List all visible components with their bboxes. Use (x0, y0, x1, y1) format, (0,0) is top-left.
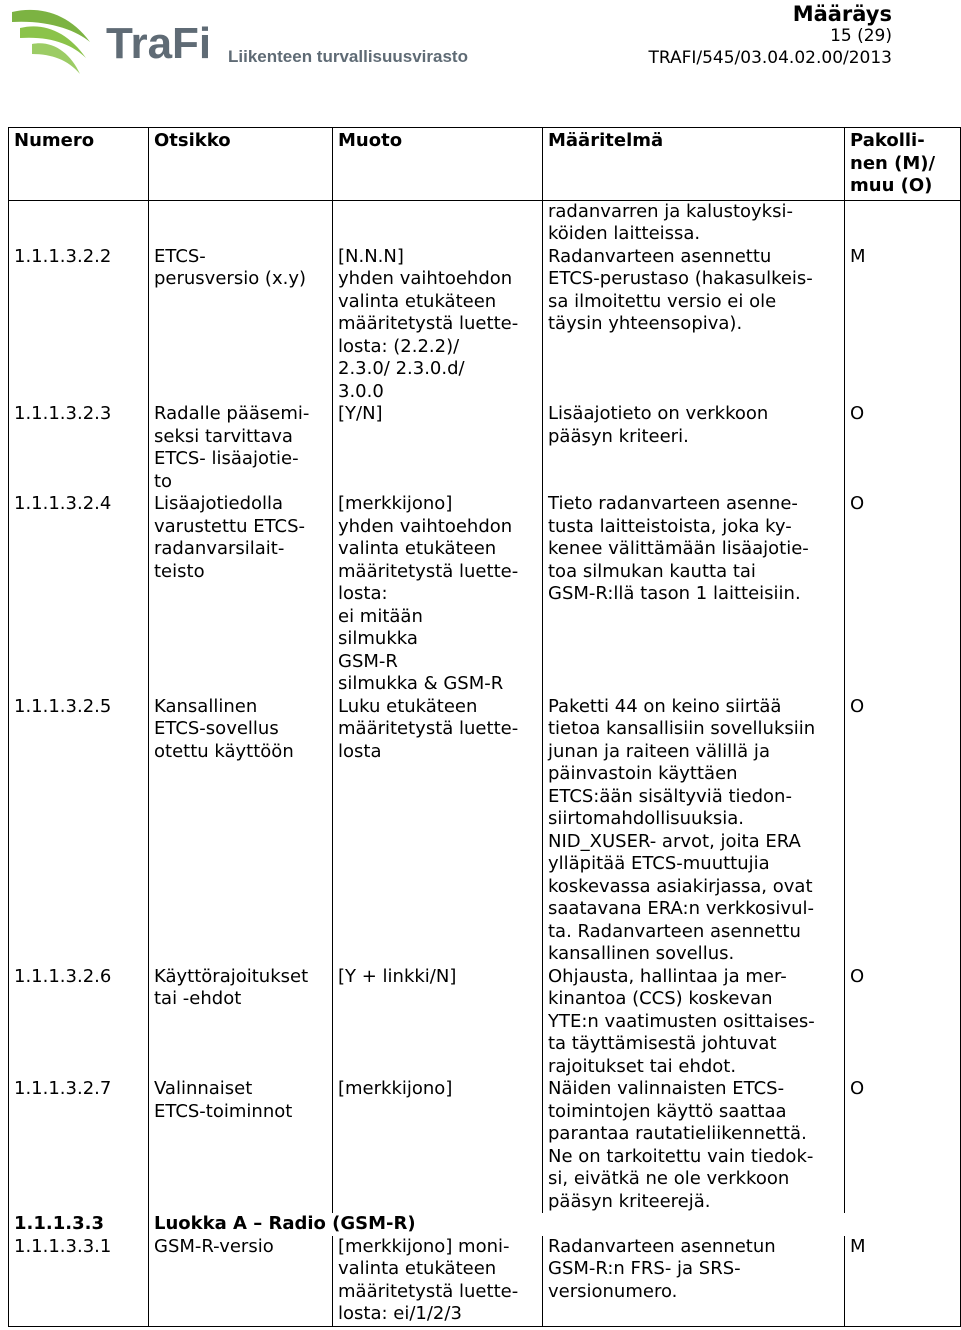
svg-text:TraFi: TraFi (106, 19, 212, 68)
column-header-maaritelma: Määritelmä (543, 128, 845, 201)
document-type: Määräys (792, 2, 892, 26)
row-format: [merkkijono] moni- valinta etukäteen määritetystä luette- losta: ei/1/2/3 (333, 1236, 543, 1327)
row-number: 1.1.1.3.2.5 (9, 696, 149, 966)
row-title: Valinnaiset ETCS-toiminnot (149, 1078, 333, 1213)
page-number: 15 (29) (830, 26, 892, 46)
table-row (9, 966, 961, 1079)
column-header-pakollinen: Pakolli- nen (M)/ muu (O) (845, 128, 961, 201)
row-number: 1.1.1.3.2.2 (9, 246, 149, 404)
row-mandatory: O (845, 403, 961, 493)
row-definition: Ohjausta, hallintaa ja mer- kinantoa (CCS) koskevan YTE:n vaatimusten osittaises- ta täyttämisestä johtuvat rajoitukset tai ehdot. (543, 966, 845, 1079)
table-row-continuation (9, 200, 961, 246)
table-row (9, 246, 961, 404)
row-number: 1.1.1.3.3.1 (9, 1236, 149, 1327)
trafi-logo-mark (8, 2, 468, 86)
section-title: Luokka A – Radio (GSM-R) (149, 1213, 543, 1236)
row-number: 1.1.1.3.2.7 (9, 1078, 149, 1213)
table-row (9, 493, 961, 696)
row-format: [Y + linkki/N] (333, 966, 543, 1079)
row-mandatory: O (845, 493, 961, 696)
row-format: Luku etukäteen määritetystä luette- losta (333, 696, 543, 966)
table-row (9, 1078, 961, 1213)
row-definition: Lisäajotieto on verkkoon pääsyn kriteeri. (543, 403, 845, 493)
row-title: Radalle pääsemi- seksi tarvittava ETCS- lisäajotie- to (149, 403, 333, 493)
document-id: TRAFI/545/03.04.02.00/2013 (648, 48, 892, 68)
row-number: 1.1.1.3.2.3 (9, 403, 149, 493)
row-number: 1.1.1.3.2.4 (9, 493, 149, 696)
section-row (9, 1213, 961, 1236)
row-title: Lisäajotiedolla varustettu ETCS- radanvarsilait- teisto (149, 493, 333, 696)
row-number: 1.1.1.3.2.6 (9, 966, 149, 1079)
row-mandatory: M (845, 246, 961, 404)
row-definition: Näiden valinnaisten ETCS- toimintojen käyttö saattaa parantaa rautatieliikennettä. Ne on tarkoitettu vain tiedok- si, eivätkä ne ole verkkoon pääsyn kriteerejä. (543, 1078, 845, 1213)
row-format: [merkkijono] (333, 1078, 543, 1213)
row-format: [N.N.N] yhden vaihtoehdon valinta etukäteen määritetystä luette- losta: (2.2.2)/ 2.3.0/ 2.3.0.d/ 3.0.0 (333, 246, 543, 404)
row-definition: Tieto radanvarteen asenne- tusta laitteistoista, joka ky- kenee välittämään lisäajotie- toa silmukan kautta tai GSM-R:llä tason 1 laitteisiin. (543, 493, 845, 696)
row-format: [merkkijono] yhden vaihtoehdon valinta etukäteen määritetystä luette- losta: ei mitään silmukka GSM-R silmukka & GSM-R (333, 493, 543, 696)
trafi-logo (8, 2, 468, 90)
svg-text:Liikenteen turvallisuusvirasto: Liikenteen turvallisuusvirasto (228, 47, 468, 66)
section-number: 1.1.1.3.3 (9, 1213, 149, 1236)
row-title: Käyttörajoitukset tai -ehdot (149, 966, 333, 1079)
page-header (0, 0, 960, 120)
row-title: Kansallinen ETCS-sovellus otettu käyttöön (149, 696, 333, 966)
row-definition: Radanvarteen asennettu ETCS-perustaso (hakasulkeis- sa ilmoitettu versio ei ole täysin yhteensopiva). (543, 246, 845, 404)
table-row (9, 696, 961, 966)
continuation-text: radanvarren ja kalustoyksi- köiden laitteissa. (543, 200, 845, 246)
row-title: ETCS- perusversio (x.y) (149, 246, 333, 404)
column-header-muoto: Muoto (333, 128, 543, 201)
table-row (9, 403, 961, 493)
row-mandatory: M (845, 1236, 961, 1327)
row-definition: Radanvarteen asennetun GSM-R:n FRS- ja SRS- versionumero. (543, 1236, 845, 1327)
row-format: [Y/N] (333, 403, 543, 493)
row-mandatory: O (845, 696, 961, 966)
table-row (9, 1236, 961, 1327)
specification-table (8, 127, 961, 1327)
row-title: GSM-R-versio (149, 1236, 333, 1327)
row-mandatory: O (845, 1078, 961, 1213)
row-mandatory: O (845, 966, 961, 1079)
row-definition: Paketti 44 on keino siirtää tietoa kansallisiin sovelluksiin junan ja raiteen välillä ja päinvastoin käyttäen ETCS:ään sisältyviä tiedon- siirtomahdollisuuksia. NID_XUSER- arvot, joita ERA ylläpitää ETCS-muuttujia koskevassa asiakirjassa, ovat saatavana ERA:n verkkosivul- ta. Radanvarteen asennettu kansallinen sovellus. (543, 696, 845, 966)
column-header-otsikko: Otsikko (149, 128, 333, 201)
column-header-numero: Numero (9, 128, 149, 201)
table-header-row (9, 128, 961, 201)
